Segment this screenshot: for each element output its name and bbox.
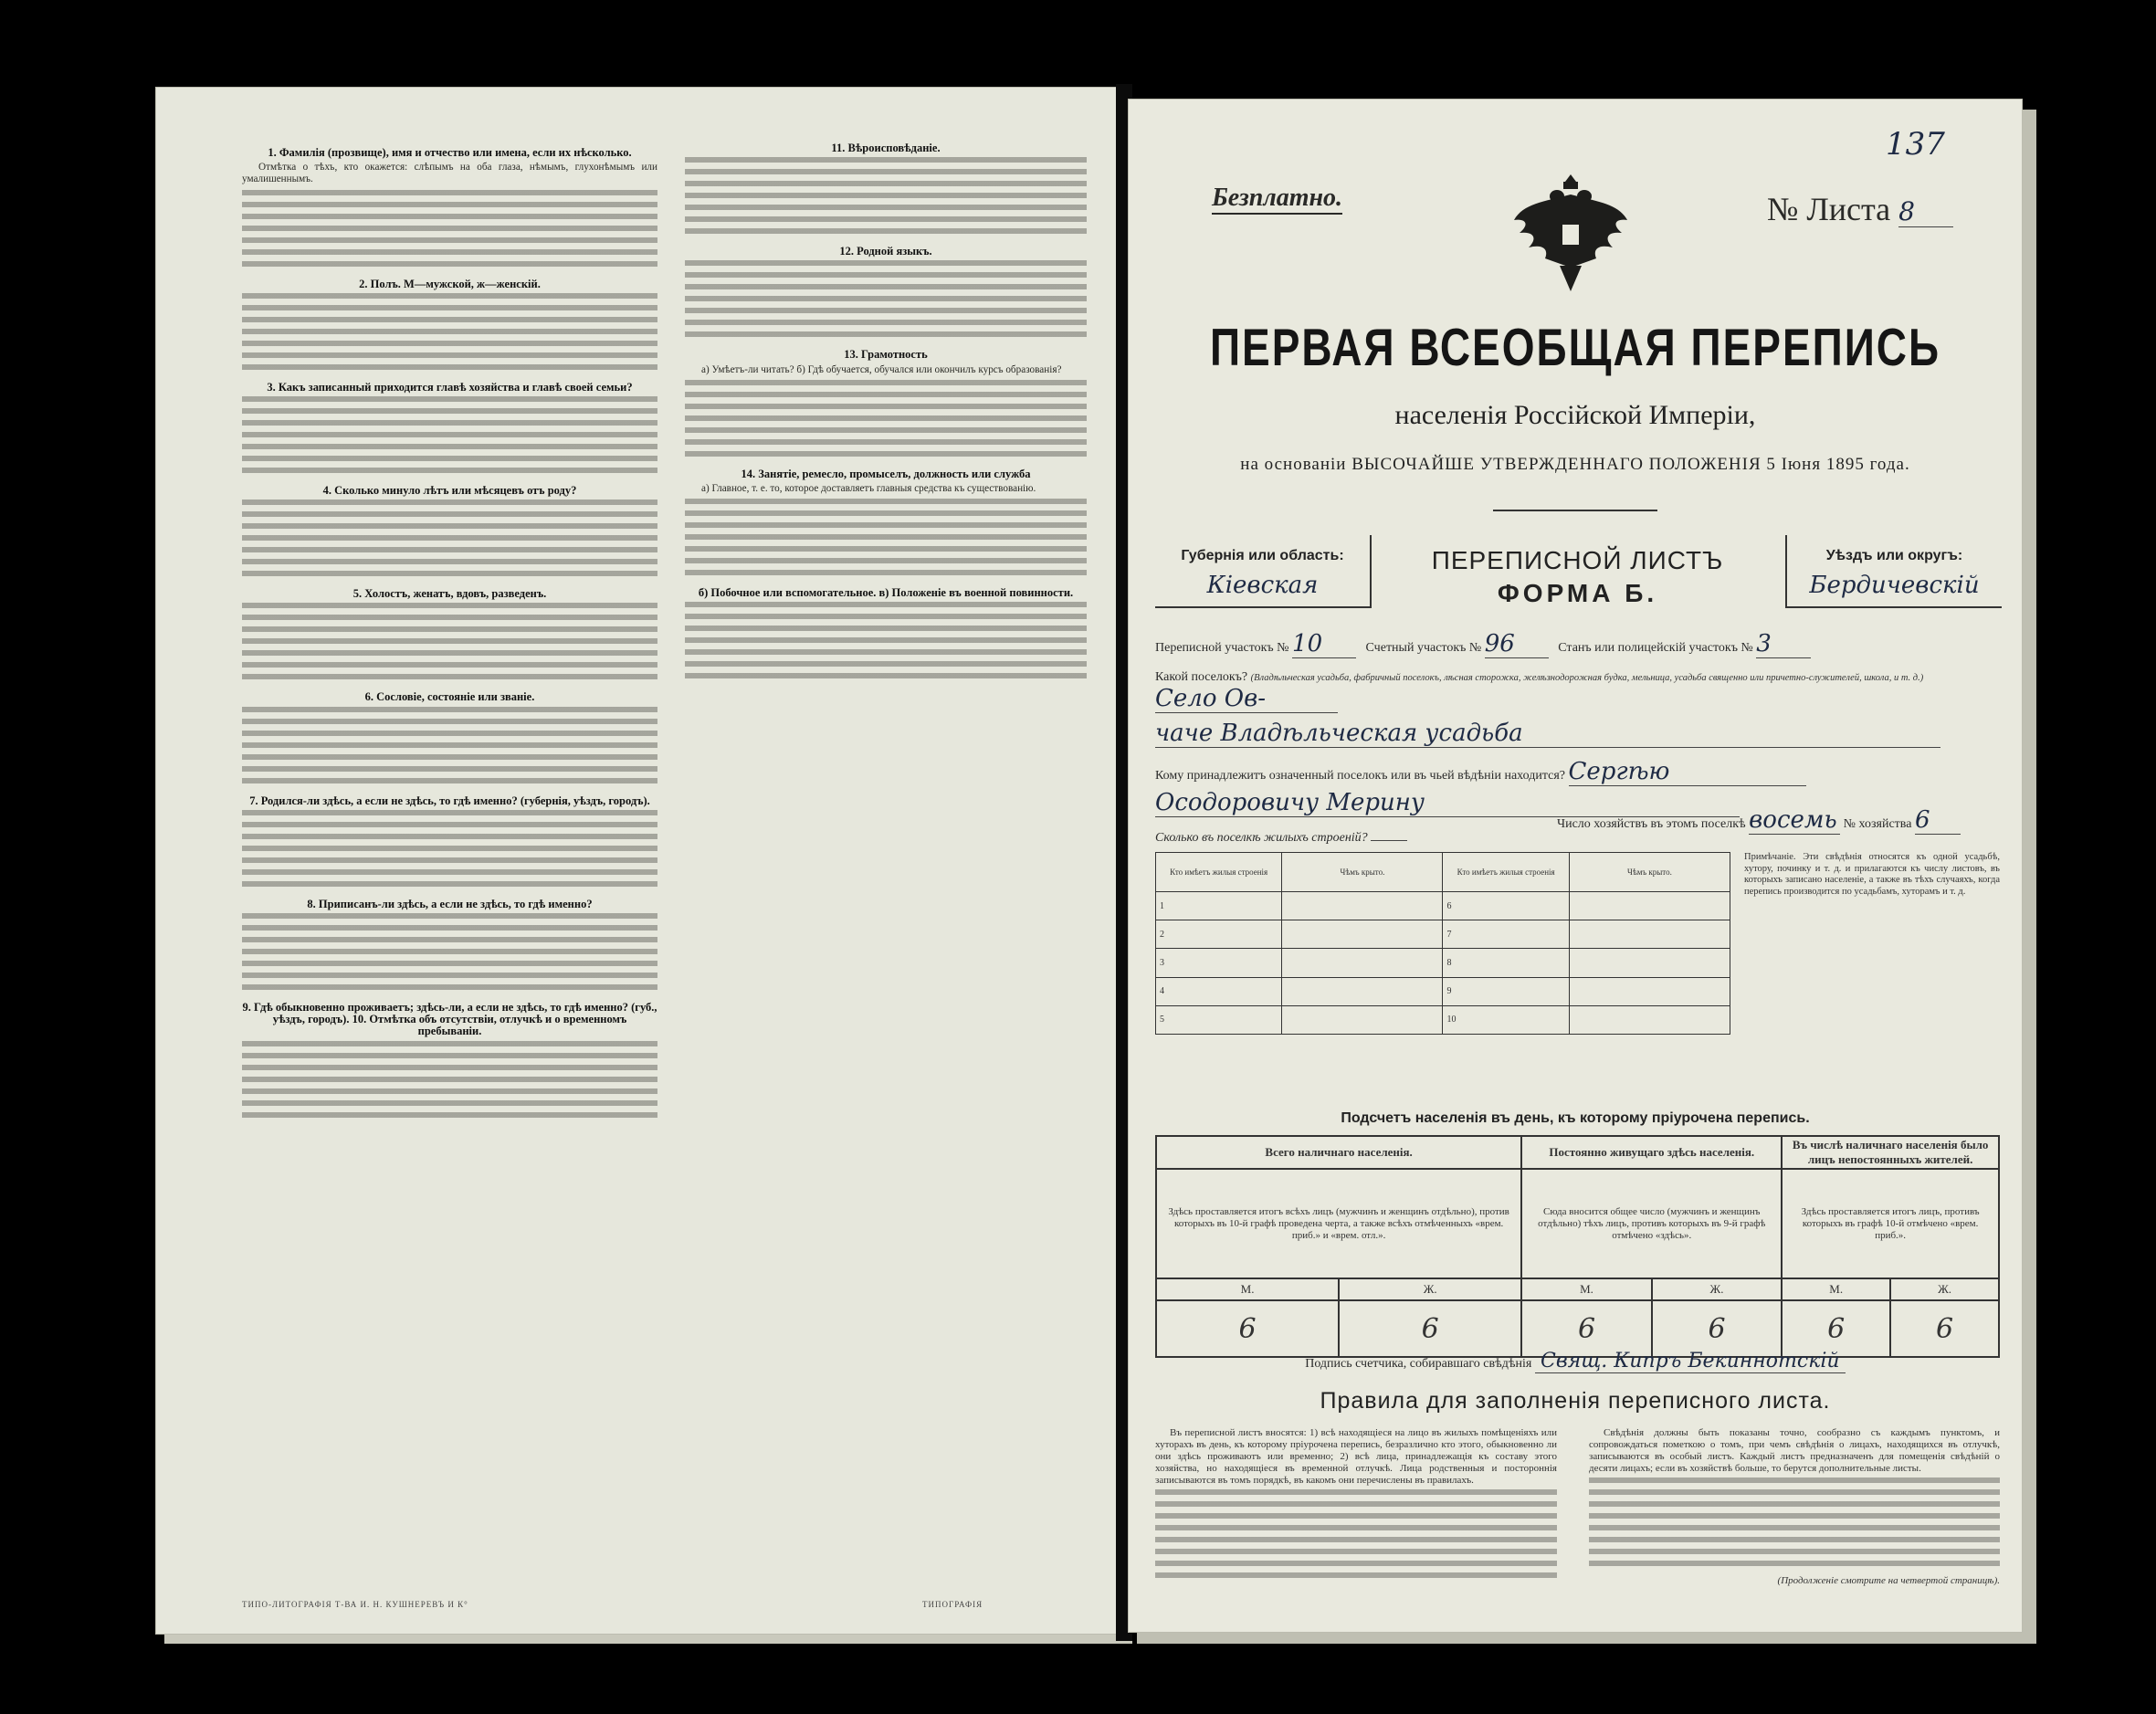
uezd-box: [1785, 535, 2002, 608]
buildings-header-row: [1156, 853, 1730, 892]
buildings-cell: [1569, 949, 1730, 977]
instruction-heading-9: 9. Гдѣ обыкновенно проживаетъ; здѣсь-ли, а если не здѣсь, то гдѣ именно? (губ., уѣздъ, городъ). 10. Отмѣтка объ отсутствіи, отлучкѣ и о временномъ пребываніи.: [242, 1001, 657, 1038]
instruction-text-13: а) Умѣетъ-ли читать? б) Гдѣ обучается, обучался или окончилъ курсъ образованія?: [701, 363, 1062, 375]
instruction-filler: [242, 810, 657, 893]
rules-text-right: Свѣдѣнія должны быть показаны точно, сообразно съ каждымъ пунктомъ, и сопровождаться пометкою о томъ, при чемъ свѣдѣнія о лицахъ, находящихся въ отлучкѣ, записываются въ особый листъ. Каждый листъ предназначенъ для помещенія свѣдѣній о десяти лицахъ; если въ хозяйствѣ больше, то берутся дополнительные листы.: [1589, 1427, 2000, 1474]
population-value: 6: [1156, 1300, 1339, 1357]
population-value: 6: [1339, 1300, 1521, 1357]
instruction-filler: [242, 913, 657, 996]
rules-column-left: [1155, 1427, 1557, 1587]
buildings-row: [1156, 1005, 1730, 1034]
buildings-note: Примѣчаніе. Эти свѣдѣнія относятся къ одной усадьбѣ, хутору, починку и т. д. и прилагаются къ числу листовъ, въ которыхъ записано населеніе, а также въ тѣхъ случаяхъ, когда перепись производится по усадьбамъ, хуторамъ и т. д.: [1744, 852, 2000, 897]
buildings-row: [1156, 892, 1730, 920]
instruction-filler: [685, 157, 1087, 240]
form-title: ПЕРЕПИСНОЙ ЛИСТЪ: [1431, 546, 1724, 574]
buildings-cell: [1282, 920, 1443, 949]
count-district-value: 96: [1485, 630, 1549, 658]
population-value: 6: [1521, 1300, 1652, 1357]
instruction-filler: [242, 603, 657, 686]
district-value: 10: [1292, 630, 1356, 658]
population-desc-row: [1156, 1169, 1999, 1278]
population-desc: Сюда вносится общее число (мужчинъ и женщинъ отдѣльно) тѣхъ лицъ, противъ которыхъ въ 9-й графѣ отмѣчено «здѣсь».: [1521, 1169, 1782, 1278]
sex-label: М.: [1521, 1278, 1652, 1300]
sex-label: Ж.: [1652, 1278, 1783, 1300]
legal-basis: на основаніи ВЫСОЧАЙШЕ УТВЕРЖДЕННАГО ПОЛОЖЕНІЯ 5 Іюня 1895 года.: [1240, 455, 1910, 474]
owner-label: Кому принадлежитъ означенный поселокъ или въ чьей вѣдѣніи находится?: [1155, 769, 1566, 783]
owner-value-1: Сергѣю: [1569, 758, 1806, 786]
instruction-heading-3: 3. Какъ записанный приходится главѣ хозяйства и главѣ своей семьи?: [267, 380, 633, 394]
population-desc: Здѣсь проставляется итогъ лицъ, противъ которыхъ въ графѣ 10-й отмѣчено «врем. приб.».: [1782, 1169, 1999, 1278]
instruction-heading-14b: б) Побочное или вспомогательное. в) Положеніе въ военной повинности.: [698, 586, 1074, 600]
rules-text-left: Въ переписной листъ вносятся: 1) всѣ находящіеся на лицо въ жилыхъ помѣщеніяхъ или хуторахъ въ день, къ которому пріурочена перепись, безразлично кто этого, обыкновенно ли они здѣсь проживаютъ или временно; 2) всѣ лица, принадлежащія къ составу этого хозяйства, но находящіеся въ временной отлучкѣ. Лица родственныя и постороннія записываются въ томъ порядкѣ, въ какомъ они перечислены въ правилахъ.: [1155, 1427, 1557, 1486]
buildings-row-number: 8: [1443, 949, 1569, 977]
population-value: 6: [1890, 1300, 1999, 1357]
buildings-cell: [1569, 892, 1730, 920]
sex-label: Ж.: [1339, 1278, 1521, 1300]
divider: [1493, 510, 1657, 511]
form-header-band: [1155, 535, 2000, 617]
buildings-row-number: 3: [1156, 949, 1282, 977]
instruction-heading-7: 7. Родился-ли здѣсь, а если не здѣсь, то гдѣ именно? (губернія, уѣздъ, городъ).: [249, 794, 650, 807]
census-title: ПЕРВАЯ ВСЕОБЩАЯ ПЕРЕПИСЬ: [1209, 317, 1941, 377]
instruction-heading-5: 5. Холостъ, женатъ, вдовъ, разведенъ.: [352, 587, 547, 601]
population-group-permanent: Постоянно живущаго здѣсь населенія.: [1521, 1136, 1782, 1169]
instructions-column-right: [685, 137, 1087, 689]
census-subtitle: населенія Россійской Имперіи,: [1394, 400, 1756, 430]
gubernia-box: [1155, 535, 1372, 608]
population-desc: Здѣсь проставляется итогъ всѣхъ лицъ (мужчинъ и женщинъ отдѣльно), против которыхъ въ 10-й графѣ проведена черта, а также всѣхъ отмѣченныхъ «врем. приб.» и «врем. отл.».: [1156, 1169, 1521, 1278]
continued-note: (Продолженіе смотрите на четвертой страницѣ).: [1777, 1575, 2000, 1586]
buildings-row-number: 6: [1443, 892, 1569, 920]
instruction-filler: [685, 602, 1087, 685]
instruction-filler: [242, 1041, 657, 1124]
buildings-col-header: Кто имѣетъ жилыя строенія: [1156, 853, 1282, 892]
sheet-number: [1767, 190, 1953, 228]
instruction-filler: [242, 293, 657, 376]
district-label: Переписной участокъ №: [1155, 641, 1289, 655]
instruction-text-1: Отмѣтка о тѣхъ, кто окажется: слѣпымъ на оба глаза, нѣмымъ, глухонѣмымъ или умалишеннымъ.: [242, 162, 657, 185]
population-table: [1155, 1135, 2000, 1358]
population-values-row: [1156, 1300, 1999, 1357]
stan-label: Станъ или полицейскій участокъ №: [1558, 641, 1753, 655]
settlement-row-2: [1155, 720, 1940, 748]
buildings-label: Сколько въ поселкѣ жилыхъ строеній?: [1155, 831, 1368, 845]
instruction-filler: [685, 380, 1087, 463]
buildings-table: [1155, 852, 1730, 1035]
buildings-row-number: 10: [1443, 1005, 1569, 1034]
buildings-col-header: Кто имѣетъ жилыя строенія: [1443, 853, 1569, 892]
sex-label: М.: [1156, 1278, 1339, 1300]
instruction-heading-14: 14. Занятіе, ремесло, промыселъ, должность или служба: [741, 467, 1031, 480]
gubernia-value: Кіевская: [1206, 572, 1319, 599]
instruction-filler: [242, 499, 657, 583]
buildings-row-number: 1: [1156, 892, 1282, 920]
settlement-row: [1155, 670, 2000, 713]
free-label: Безплатно.: [1212, 184, 1342, 215]
buildings-cell: [1282, 1005, 1443, 1034]
household-number-label: № хозяйства: [1843, 817, 1912, 831]
uezd-value: Бердичевскій: [1809, 572, 1980, 599]
instruction-heading-13: 13. Грамотность: [844, 348, 928, 362]
settlement-label: Какой поселокъ?: [1155, 670, 1248, 684]
instruction-filler: [242, 707, 657, 790]
instruction-heading-6: 6. Сословіе, состояніе или званіе.: [364, 690, 535, 704]
households-row: [1557, 806, 1961, 835]
left-page-instructions: [155, 87, 1119, 1635]
archive-page-number: 137: [1886, 126, 1945, 163]
buildings-cell: [1569, 920, 1730, 949]
buildings-value: [1371, 840, 1407, 841]
buildings-row: [1156, 949, 1730, 977]
population-value: 6: [1652, 1300, 1783, 1357]
buildings-row-number: 5: [1156, 1005, 1282, 1034]
population-value: 6: [1782, 1300, 1890, 1357]
instruction-filler: [685, 499, 1087, 582]
instruction-heading-4: 4. Сколько минуло лѣтъ или мѣсяцевъ отъ роду?: [322, 484, 577, 498]
form-type: ФОРМА Б.: [1497, 579, 1658, 607]
buildings-row: [1155, 831, 1407, 846]
right-page-census-form: [1128, 99, 2023, 1633]
signature-label: Подпись счетчика, собиравшаго свѣдѣнія: [1305, 1357, 1532, 1371]
rules-column-right: [1589, 1427, 2000, 1587]
rules-title: Правила для заполненія переписного листа.: [1320, 1388, 1831, 1414]
owner-value-2: Осодоровичу Мерину: [1155, 789, 1740, 817]
instruction-heading-1: 1. Фамилія (прозвище), имя и отчество или имена, если их нѣсколько.: [268, 146, 632, 159]
stan-value: 3: [1756, 630, 1811, 658]
instruction-heading-11: 11. Вѣроисповѣданіе.: [831, 142, 941, 154]
buildings-row: [1156, 920, 1730, 949]
imperial-eagle-icon: [1507, 167, 1635, 295]
instruction-filler: [685, 260, 1087, 343]
buildings-cell: [1569, 977, 1730, 1005]
instruction-filler: [242, 190, 657, 273]
settlement-value-1: Село Ов-: [1155, 685, 1338, 713]
buildings-row-number: 4: [1156, 977, 1282, 1005]
rules-filler: [1589, 1477, 2000, 1572]
owner-row: [1155, 758, 1806, 786]
sex-label: Ж.: [1890, 1278, 1999, 1300]
buildings-row-number: 7: [1443, 920, 1569, 949]
instruction-filler: [242, 396, 657, 479]
buildings-cell: [1569, 1005, 1730, 1034]
instructions-column-left: [242, 142, 657, 1128]
sheet-number-value: 8: [1898, 196, 1953, 227]
count-district-label: Счетный участокъ №: [1365, 641, 1482, 655]
settlement-value-2: чаче Владѣльческая усадьба: [1155, 720, 1940, 748]
sheet-number-label: № Листа: [1767, 191, 1891, 227]
population-sex-row: [1156, 1278, 1999, 1300]
buildings-row-number: 9: [1443, 977, 1569, 1005]
household-number-value: 6: [1915, 806, 1961, 835]
sex-label: М.: [1782, 1278, 1890, 1300]
instruction-heading-2: 2. Полъ. М—мужской, ж—женскій.: [359, 277, 541, 290]
enumerator-signature-row: [1128, 1350, 2023, 1373]
printer-imprint-right: ТИПОГРАФІЯ: [922, 1600, 983, 1609]
printer-imprint-left: ТИПО-ЛИТОГРАФІЯ Т-ВА И. Н. КУШНЕРЕВЪ И К°: [242, 1600, 468, 1609]
buildings-cell: [1282, 977, 1443, 1005]
instruction-heading-12: 12. Родной языкъ.: [839, 245, 932, 258]
settlement-hint: (Владѣльческая усадьба, фабричный поселокъ, лѣсная сторожка, желѣзнодорожная будка, мельница, усадьба священно или причетно-служителей, школа, и т. д.): [1250, 673, 1924, 683]
buildings-cell: [1282, 949, 1443, 977]
instruction-heading-8: 8. Приписанъ-ли здѣсь, а если не здѣсь, то гдѣ именно?: [307, 897, 593, 910]
population-group-total: Всего наличнаго населенія.: [1156, 1136, 1521, 1169]
population-group-temporary: Въ числѣ наличнаго населенія было лицъ непостоянныхъ жителей.: [1782, 1136, 1999, 1169]
district-row: [1155, 630, 1811, 658]
households-label: Число хозяйствъ въ этомъ поселкѣ: [1557, 817, 1746, 831]
uezd-label: Уѣздъ или округъ:: [1825, 548, 1963, 563]
population-count-title: Подсчетъ населенія въ день, къ которому пріурочена перепись.: [1341, 1110, 1810, 1126]
buildings-cell: [1282, 892, 1443, 920]
buildings-row: [1156, 977, 1730, 1005]
rules-filler: [1155, 1489, 1557, 1584]
buildings-col-header: Чѣмъ крыто.: [1569, 853, 1730, 892]
buildings-col-header: Чѣмъ крыто.: [1282, 853, 1443, 892]
households-value: восемь: [1749, 806, 1840, 835]
gubernia-label: Губернія или область:: [1181, 548, 1344, 563]
instruction-text-14: а) Главное, т. е. то, которое доставляетъ главныя средства къ существованію.: [701, 483, 1036, 495]
buildings-row-number: 2: [1156, 920, 1282, 949]
signature-value: Свящ. Кипръ Бекиннотскій: [1535, 1350, 1846, 1373]
population-group-row: [1156, 1136, 1999, 1169]
